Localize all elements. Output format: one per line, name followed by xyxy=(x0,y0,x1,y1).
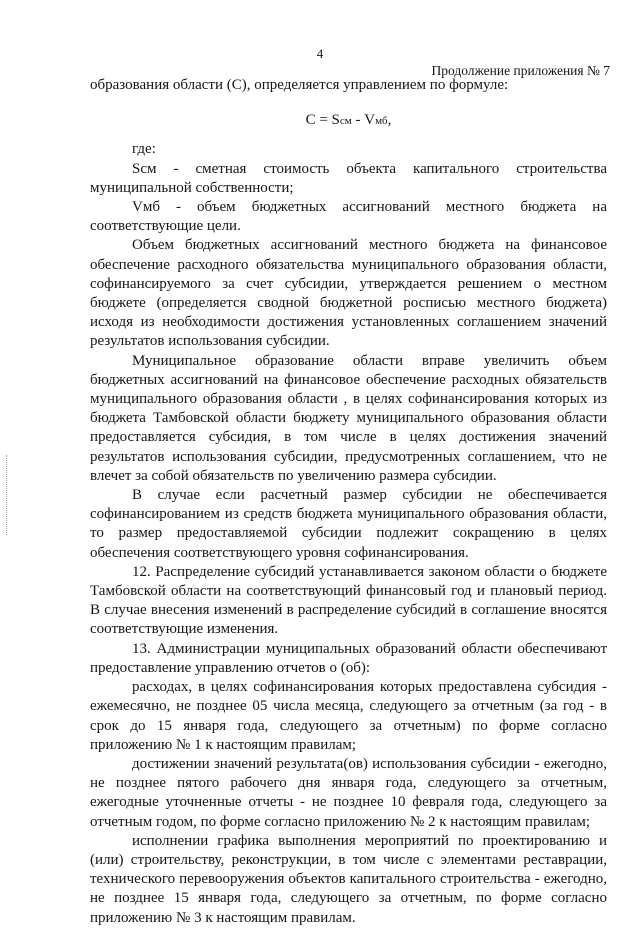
paragraph-vmb-definition: Vмб - объем бюджетных ассигнований местного бюджета на соответствующие цели. xyxy=(90,199,607,235)
paragraph-scm-definition: Sсм - сметная стоимость объекта капитального строительства муниципальной собственности; xyxy=(90,160,607,196)
page-number: 4 xyxy=(316,46,324,61)
document-body xyxy=(90,76,607,928)
paragraph-results-report: достижении значений результата(ов) использования субсидии - ежегодно, не позднее пятого рабочего дня января года, следующего за отчетным, ежегодные уточненные отчеты - не позднее 10 февраля года, следующего за отчетным годом, по форме согласно приложению № 2 к настоящим правилам; xyxy=(90,755,607,830)
formula-lhs: C = S xyxy=(305,112,340,129)
paragraph-intro: образования области (С), определяется управлением по формуле: xyxy=(90,77,509,93)
formula-end: , xyxy=(387,112,392,129)
formula-s-subscript: см xyxy=(339,115,352,128)
paragraph-schedule-report: исполнении графика выполнения мероприятий по проектированию и (или) строительству, реконструкции, в том числе с элементами реставрации, технического перевооружения объектов капитального строительства - ежегодно, не позднее 15 января года, следующего за отчетным, по форме согласно приложению № 3 к настоящим правилам. xyxy=(90,832,607,926)
paragraph-where: где: xyxy=(132,141,156,158)
paragraph-item-12: 12. Распределение субсидий устанавливается законом области о бюджете Тамбовской области на соответствующий финансовый год и плановый период. В случае внесения изменений в распределение субсидий в соглашение вносятся соответствующие изменения. xyxy=(90,563,607,638)
paragraph-expenses-report: расходах, в целях софинансирования которых предоставлена субсидия - ежемесячно, не позднее 05 числа месяца, следующего за отчетным (за год - в срок до 15 января года, следующего за отчетным) по форме согласно приложению № 1 к настоящим правилам; xyxy=(90,679,607,753)
formula-minus: - V xyxy=(351,112,376,129)
paragraph-increase-right: Муниципальное образование области вправе увеличить объем бюджетных ассигнований на финансовое обеспечение расходных обязательств муниципального образования области , в целях софинансирования которых из бюджета Тамбовской области бюджету муниципального образования области предоставляется субсидия, в том числе в целях достижения значений результатов использования субсидии, предусмотренных соглашением, что не влечет за собой обязательств по увеличению размера субсидии. xyxy=(90,352,607,484)
paragraph-item-13: 13. Администрации муниципальных образований области обеспечивают предоставление управлению отчетов о (об): xyxy=(90,640,607,676)
paragraph-budget-volume: Объем бюджетных ассигнований местного бюджета на финансовое обеспечение расходного обязательства муниципального образования области, софинансируемого за счет субсидии, утверждается решением о местном бюджете (определяется сводной бюджетной росписью местного бюджета) исходя из необходимости достижения установленных соглашением значений результатов использования субсидии. xyxy=(90,237,607,350)
appendix-note: Продолжение приложения № 7 xyxy=(431,63,610,78)
formula-v-subscript: мб xyxy=(375,115,388,128)
formula xyxy=(90,111,607,131)
paragraph-reduction: В случае если расчетный размер субсидии не обеспечивается софинансированием из средств бюджета муниципального образования области, то размер предоставляемой субсидии подлежит сокращению в целях обеспечения соответствующего уровня софинансирования. xyxy=(90,487,607,561)
scan-edge-mark xyxy=(6,455,8,535)
